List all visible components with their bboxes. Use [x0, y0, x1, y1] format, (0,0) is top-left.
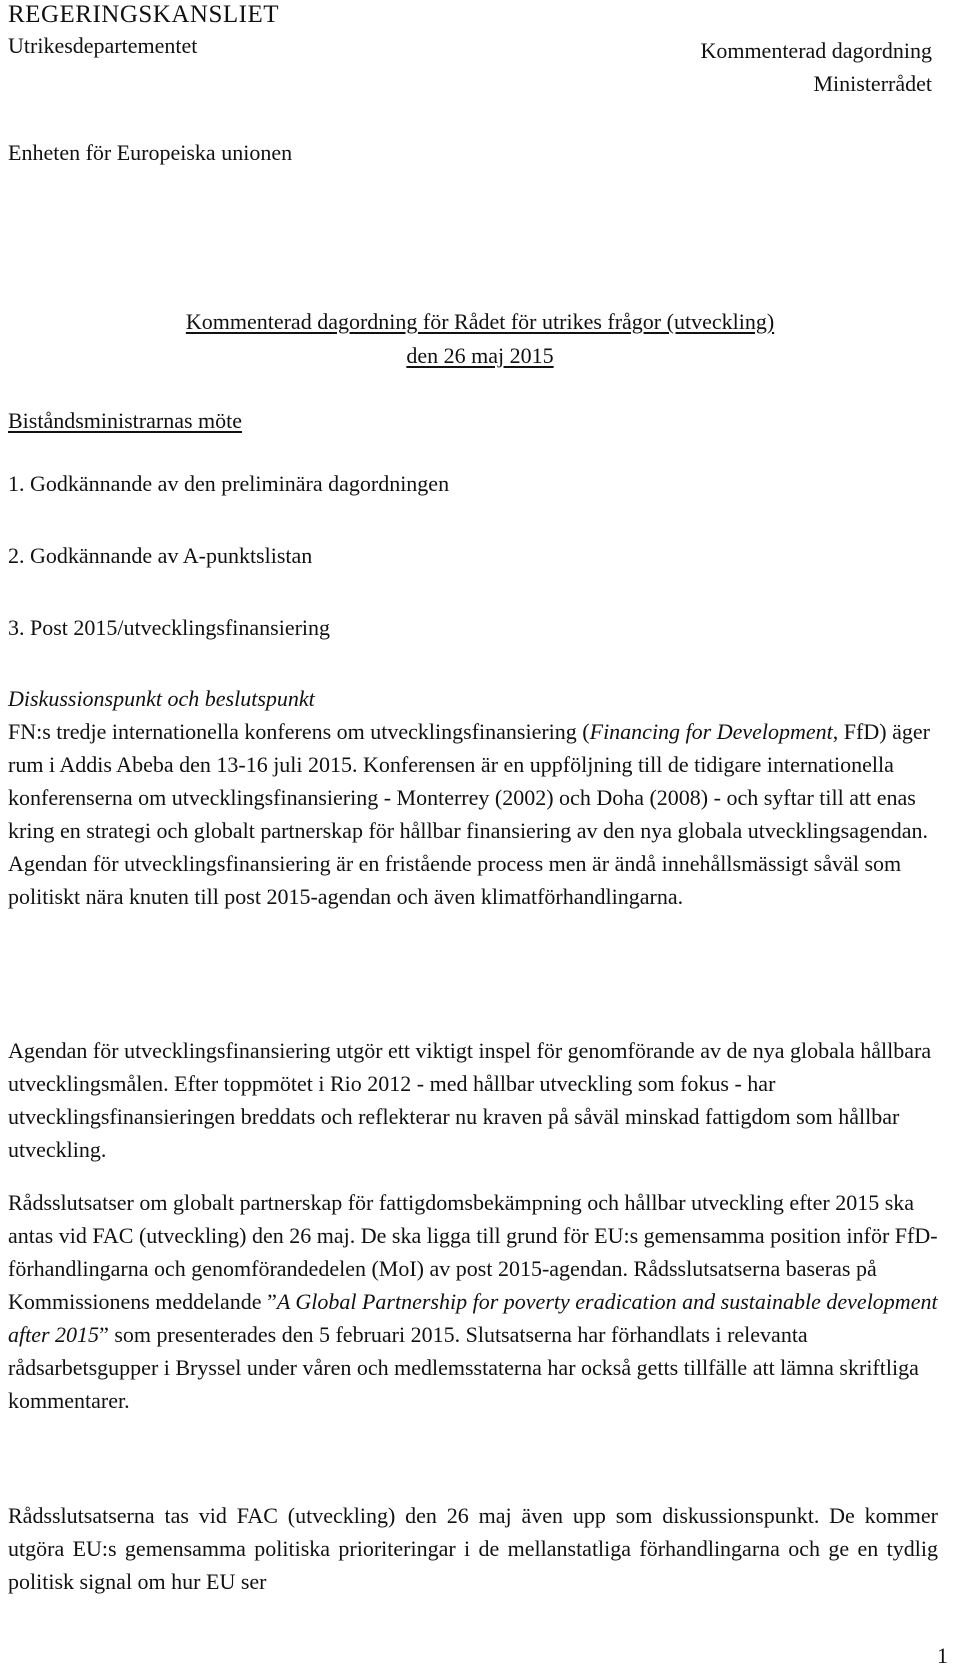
paragraph-2: Agendan för utvecklingsfinansiering utgör ett viktigt inspel för genomförande av de nya globala hållbara utvecklingsmålen. Efter toppmötet i Rio 2012 - med hållbar utveckling som fokus - har utvecklingsfinansieringen breddats och reflekterar nu kraven på såväl minskad fattigdom som hållbar utveckling.: [8, 1038, 932, 1162]
department-name: Utrikesdepartementet: [8, 33, 198, 58]
agenda-item-3: 3. Post 2015/utvecklingsfinansiering: [8, 615, 331, 640]
paragraph-1: FN:s tredje internationella konferens om utvecklingsfinansiering (Financing for Development, FfD) äger rum i Addis Abeba den 13-16 juli 2015. Konferensen är en uppföljning till de tidigare internationella konferenserna om utvecklingsfinansiering - Monterrey (2002) och Doha (2008) - och syftar till att enas kring en strategi och globalt partnerskap för hållbar finansiering av den nya globala utvecklingsagendan. Agendan för utvecklingsfinansiering är en fristående process men är ändå innehållsmässigt såväl som politiskt nära knuten till post 2015-agendan och även klimatförhandlingarna.: [8, 719, 930, 909]
document-type: Kommenterad dagordning: [700, 38, 932, 63]
document-title: [0, 305, 960, 373]
title-line-1: Kommenterad dagordning för Rådet för utrikes frågor (utveckling): [185, 309, 775, 334]
document-type-block: [700, 34, 932, 100]
letterhead: [8, 0, 279, 62]
paragraph-3: Rådsslutsatser om globalt partnerskap för fattigdomsbekämpning och hållbar utveckling efter 2015 ska antas vid FAC (utveckling) den 26 maj. De ska ligga till grund för EU:s gemensamma position inför FfD-förhandlingarna och genomförandedelen (MoI) av post 2015-agendan. Rådsslutsatserna baseras på Kommissionens meddelande ”A Global Partnership for poverty eradication and sustainable development after 2015” som presenterades den 5 februari 2015. Slutsatserna har förhandlats i relevanta rådsarbetsgupper i Bryssel under våren och medlemsstaterna har också getts tillfälle att lämna skriftliga kommentarer.: [8, 1190, 938, 1413]
agenda-item-3-body: [8, 682, 938, 913]
section-heading: Biståndsministrarnas möte: [8, 408, 243, 433]
organization-name: REGERINGSKANSLIET: [8, 1, 279, 28]
agenda-item-1: 1. Godkännande av den preliminära dagordningen: [8, 471, 450, 496]
agenda-item-2: 2. Godkännande av A-punktslistan: [8, 543, 313, 568]
council-name: Ministerrådet: [813, 71, 932, 96]
paragraph-4: Rådsslutsatserna tas vid FAC (utveckling) den 26 maj även upp som diskussionspunkt. De kommer utgöra EU:s gemensamma politiska prioriteringar i de mellanstatliga förhandlingarna och ge en tydlig politisk signal om hur EU ser: [8, 1503, 938, 1594]
unit-name: Enheten för Europeiska unionen: [8, 140, 293, 165]
item-type-label: Diskussionspunkt och beslutspunkt: [8, 686, 315, 711]
title-line-2: den 26 maj 2015: [406, 343, 554, 368]
page-number: 1: [937, 1643, 948, 1668]
